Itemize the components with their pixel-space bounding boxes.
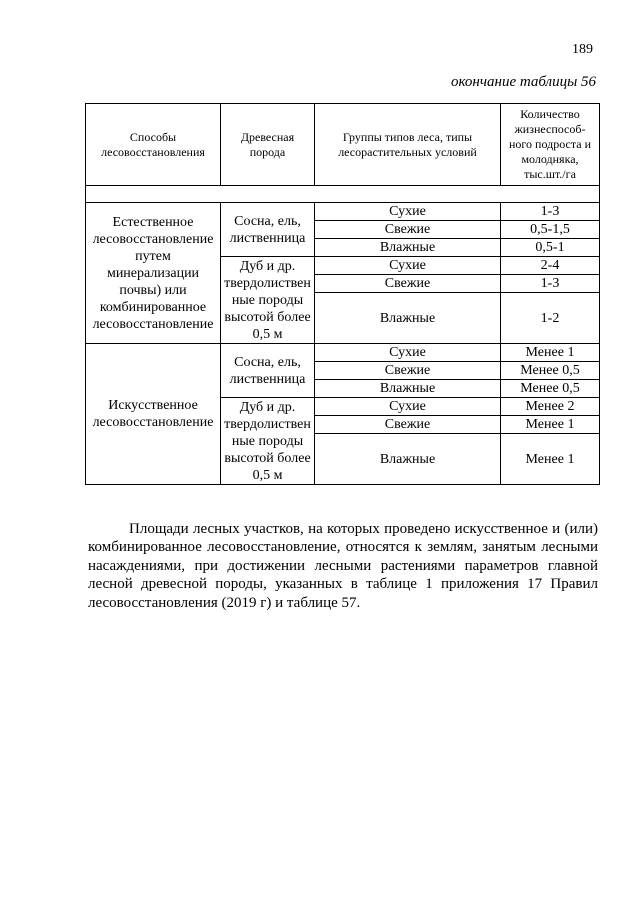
forest-restoration-table bbox=[85, 103, 600, 485]
condition-cell: Влажные bbox=[315, 434, 501, 485]
value-cell: 0,5-1 bbox=[501, 239, 600, 257]
species-cell: Дуб и др. твердолиствен ные породы высотой более 0,5 м bbox=[221, 257, 315, 344]
method-cell: Искусственное лесовосстановление bbox=[86, 344, 221, 485]
value-cell: 2-4 bbox=[501, 257, 600, 275]
value-cell: Менее 1 bbox=[501, 344, 600, 362]
value-cell: Менее 0,5 bbox=[501, 362, 600, 380]
condition-cell: Свежие bbox=[315, 221, 501, 239]
species-cell: Дуб и др. твердолиствен ные породы высотой более 0,5 м bbox=[221, 398, 315, 485]
value-cell: 1-3 bbox=[501, 203, 600, 221]
condition-cell: Сухие bbox=[315, 257, 501, 275]
condition-cell: Сухие bbox=[315, 398, 501, 416]
condition-cell: Влажные bbox=[315, 293, 501, 344]
spacer-row bbox=[86, 186, 600, 203]
condition-cell: Влажные bbox=[315, 380, 501, 398]
value-cell: 0,5-1,5 bbox=[501, 221, 600, 239]
header-method: Способы лесовосстановления bbox=[86, 104, 221, 186]
table-row bbox=[86, 344, 600, 362]
page-number: 189 bbox=[572, 42, 593, 57]
condition-cell: Свежие bbox=[315, 275, 501, 293]
value-cell: Менее 0,5 bbox=[501, 380, 600, 398]
condition-cell: Влажные bbox=[315, 239, 501, 257]
condition-cell: Сухие bbox=[315, 203, 501, 221]
condition-cell: Сухие bbox=[315, 344, 501, 362]
header-forest-groups: Группы типов леса, типы лесорастительных условий bbox=[315, 104, 501, 186]
species-cell: Сосна, ель, лиственница bbox=[221, 344, 315, 398]
condition-cell: Свежие bbox=[315, 362, 501, 380]
table-row bbox=[86, 203, 600, 221]
table-caption: окончание таблицы 56 bbox=[450, 74, 596, 90]
value-cell: 1-2 bbox=[501, 293, 600, 344]
value-cell: Менее 2 bbox=[501, 398, 600, 416]
body-paragraph: Площади лесных участков, на которых проведено искусственное и (или) комбинированное лесовосстановление, относятся к землям, занятым лесными насаждениями, при достижении лесными растениями параметров главной лесной древесной породы, указанных в таблице 1 приложения 17 Правил лесовосстановления (2019 г) и таблице 57. bbox=[88, 521, 598, 611]
value-cell: 1-3 bbox=[501, 275, 600, 293]
value-cell: Менее 1 bbox=[501, 434, 600, 485]
header-quantity: Количество жизнеспособ-ного подроста и молодняка, тыс.шт./га bbox=[501, 104, 600, 186]
value-cell: Менее 1 bbox=[501, 416, 600, 434]
species-cell: Сосна, ель, лиственница bbox=[221, 203, 315, 257]
method-cell: Естественное лесовосстановление путем минерализации почвы) или комбинированное лесовосстановление bbox=[86, 203, 221, 344]
table-header-row bbox=[86, 104, 600, 186]
spacer-cell bbox=[86, 186, 600, 203]
condition-cell: Свежие bbox=[315, 416, 501, 434]
header-species: Древесная порода bbox=[221, 104, 315, 186]
